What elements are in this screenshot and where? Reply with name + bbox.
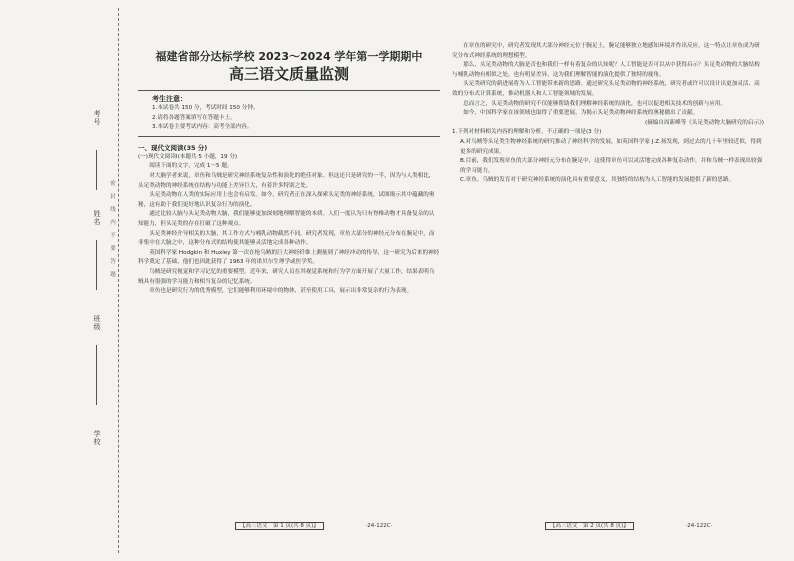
passage-paragraph: 在章鱼的研究中，研究者发现其大部分神经元位于腕足上，腕足能够独立地感知环境并作出反应。这一特点让章鱼成为研究分布式神经系统的理想模型。 (452, 43, 760, 59)
exam-title-line1: 福建省部分达标学校 2023～2024 学年第一学期期中 (155, 50, 423, 63)
binding-label-exam-number: 考号 (93, 110, 101, 126)
page-footer-right (545, 522, 712, 530)
binding-margin (0, 0, 128, 561)
binding-line (96, 345, 97, 405)
notice-item: 1.本试卷共 150 分，考试时间 150 分钟。 (152, 105, 259, 111)
instruction: 阅读下面的文字，完成 1～5 题。 (149, 163, 233, 170)
page-number-label: 【高三语文 第 1 页(共 8 页)】 (235, 522, 324, 530)
question-option-a: A.对乌贼等头足类生物神经系统的研究推动了神经科学的发展，如英国科学家 J.Z.扬发现，到过去的几十年里较近似，得到更多的研究成果。 (460, 138, 762, 155)
passage-paragraph: 头足类研究的新进展将为人工智能带来新的思路。通过研究头足类动物的神经系统，研究者或许可以设计出更加灵活、高效的分布式计算系统，推动机器人和人工智能领域的发展。 (452, 81, 760, 97)
passage-paragraph: 如今，中国科学家在该领域也取得了重要进展，为揭示头足类动物神经系统的奥秘做出了贡献。 (463, 110, 699, 117)
notice-title: 考生注意： (152, 95, 187, 103)
passage-paragraph: 总而言之，头足类动物的研究不仅能够帮助我们理解神经系统的演化，也可以促进相关技术的创新与应用。 (463, 100, 727, 107)
page-number-label: 【高三语文 第 2 页(共 8 页)】 (545, 522, 634, 530)
right-column (452, 42, 764, 186)
passage-paragraph: 对大脑学者来说，章鱼和乌贼是研究神经系统复杂性和演化的绝佳对象。但这还只是研究的一半，因为与人类相比，头足类动物的神经系统在结构与功能上差异巨大，有着许多特别之处。 (138, 172, 435, 189)
question-1: 1.下列对材料相关内容的理解和分析，不正确的一项是(3 分) (452, 129, 602, 136)
binding-seal-note: 密 封 线 内 不 要 答 题 (109, 180, 115, 278)
exam-title-line2: 高三语文质量监测 (228, 65, 349, 83)
binding-label-name: 姓名 (93, 210, 101, 226)
left-column (138, 40, 440, 297)
passage-paragraph: 英国科学家 Hodgkin 和 Huxley 第一次在枪乌贼的巨大神经纤维上测量到了神经冲动的传导，这一研究为后来的神经科学奠定了基础，他们也因此获得了 1963 年的诺贝尔生理学或医学奖。 (138, 249, 440, 266)
binding-label-class: 班级 (93, 315, 101, 331)
passage-paragraph: 通过比较人脑与头足类动物大脑，我们能够更加深刻地理解智能的本质。人们一度认为只有脊椎动物才具备复杂的认知能力，但头足类的存在打破了这种观点。 (138, 211, 435, 227)
passage-paragraph: 头足类神经介导相关的大脑，其工作方式与哺乳动物截然不同。研究者发现，章鱼大部分的神经元分布在腕足中，而非集中在大脑之中，这种分布式的结构使其能够灵活地完成各种动作。 (138, 230, 435, 247)
seal-line (118, 8, 119, 553)
question-option-c: C.章鱼、乌贼的发育对于研究神经系统的演化具有重要意义，其独特的结构为人工智能的发展提供了新的思路。 (460, 177, 735, 184)
passage-paragraph: 章鱼也是研究行为的优秀模型，它们能够利用环境中的物体，甚至使用工具，展示出非常复杂的行为表现。 (149, 288, 413, 295)
exam-code: ·24-122C· (685, 523, 713, 529)
binding-line (96, 150, 97, 190)
binding-line (96, 240, 97, 290)
question-option-b: B.目前，我们发现章鱼的大部分神经元分布在腕足中，这使得章鱼可以灵活地完成各种复杂动作，并和乌贼一样表现出较强的学习能力。 (460, 158, 763, 174)
exam-code: ·24-122C· (365, 523, 393, 529)
passage-source: (摘编自周新峰等《头足类动物大脑研究的启示》) (644, 119, 764, 126)
section-heading: 一、现代文阅读(35 分) (138, 143, 208, 152)
notice-item: 3.本试卷主要考试内容：高考全部内容。 (152, 124, 253, 131)
binding-label-school: 学校 (93, 430, 101, 446)
passage-paragraph: 那么，头足类动物的大脑是否也和我们一样有着复杂的认知呢？人工智能是否可以从中获得启示？头足类动物的大脑结构与哺乳动物有相似之处，也有明显差异，这为我们理解智能的演化提供了独特的视角。 (452, 62, 760, 78)
notice-item: 2.请将各题答案填写在答题卡上。 (152, 114, 236, 121)
notice-box (138, 90, 440, 137)
subsection-heading: (一)现代文阅读Ⅰ(本题共 5 小题，19 分) (138, 153, 238, 160)
page-footer-left (235, 522, 392, 530)
passage-paragraph: 头足类动物在人类的实际应用上也会有启发。如今，研究者正在深入探索头足类的神经系统，试图揭示其中蕴藏的奥秘，这有助于我们更好地认识复杂行为的演化。 (138, 192, 435, 208)
passage-paragraph: 乌贼是研究视觉和学习记忆的重要模型。近年来，研究人员在其视觉系统和行为学方面开展了大量工作，结果表明乌贼具有很强的学习能力和相当复杂的记忆系统。 (138, 268, 435, 285)
